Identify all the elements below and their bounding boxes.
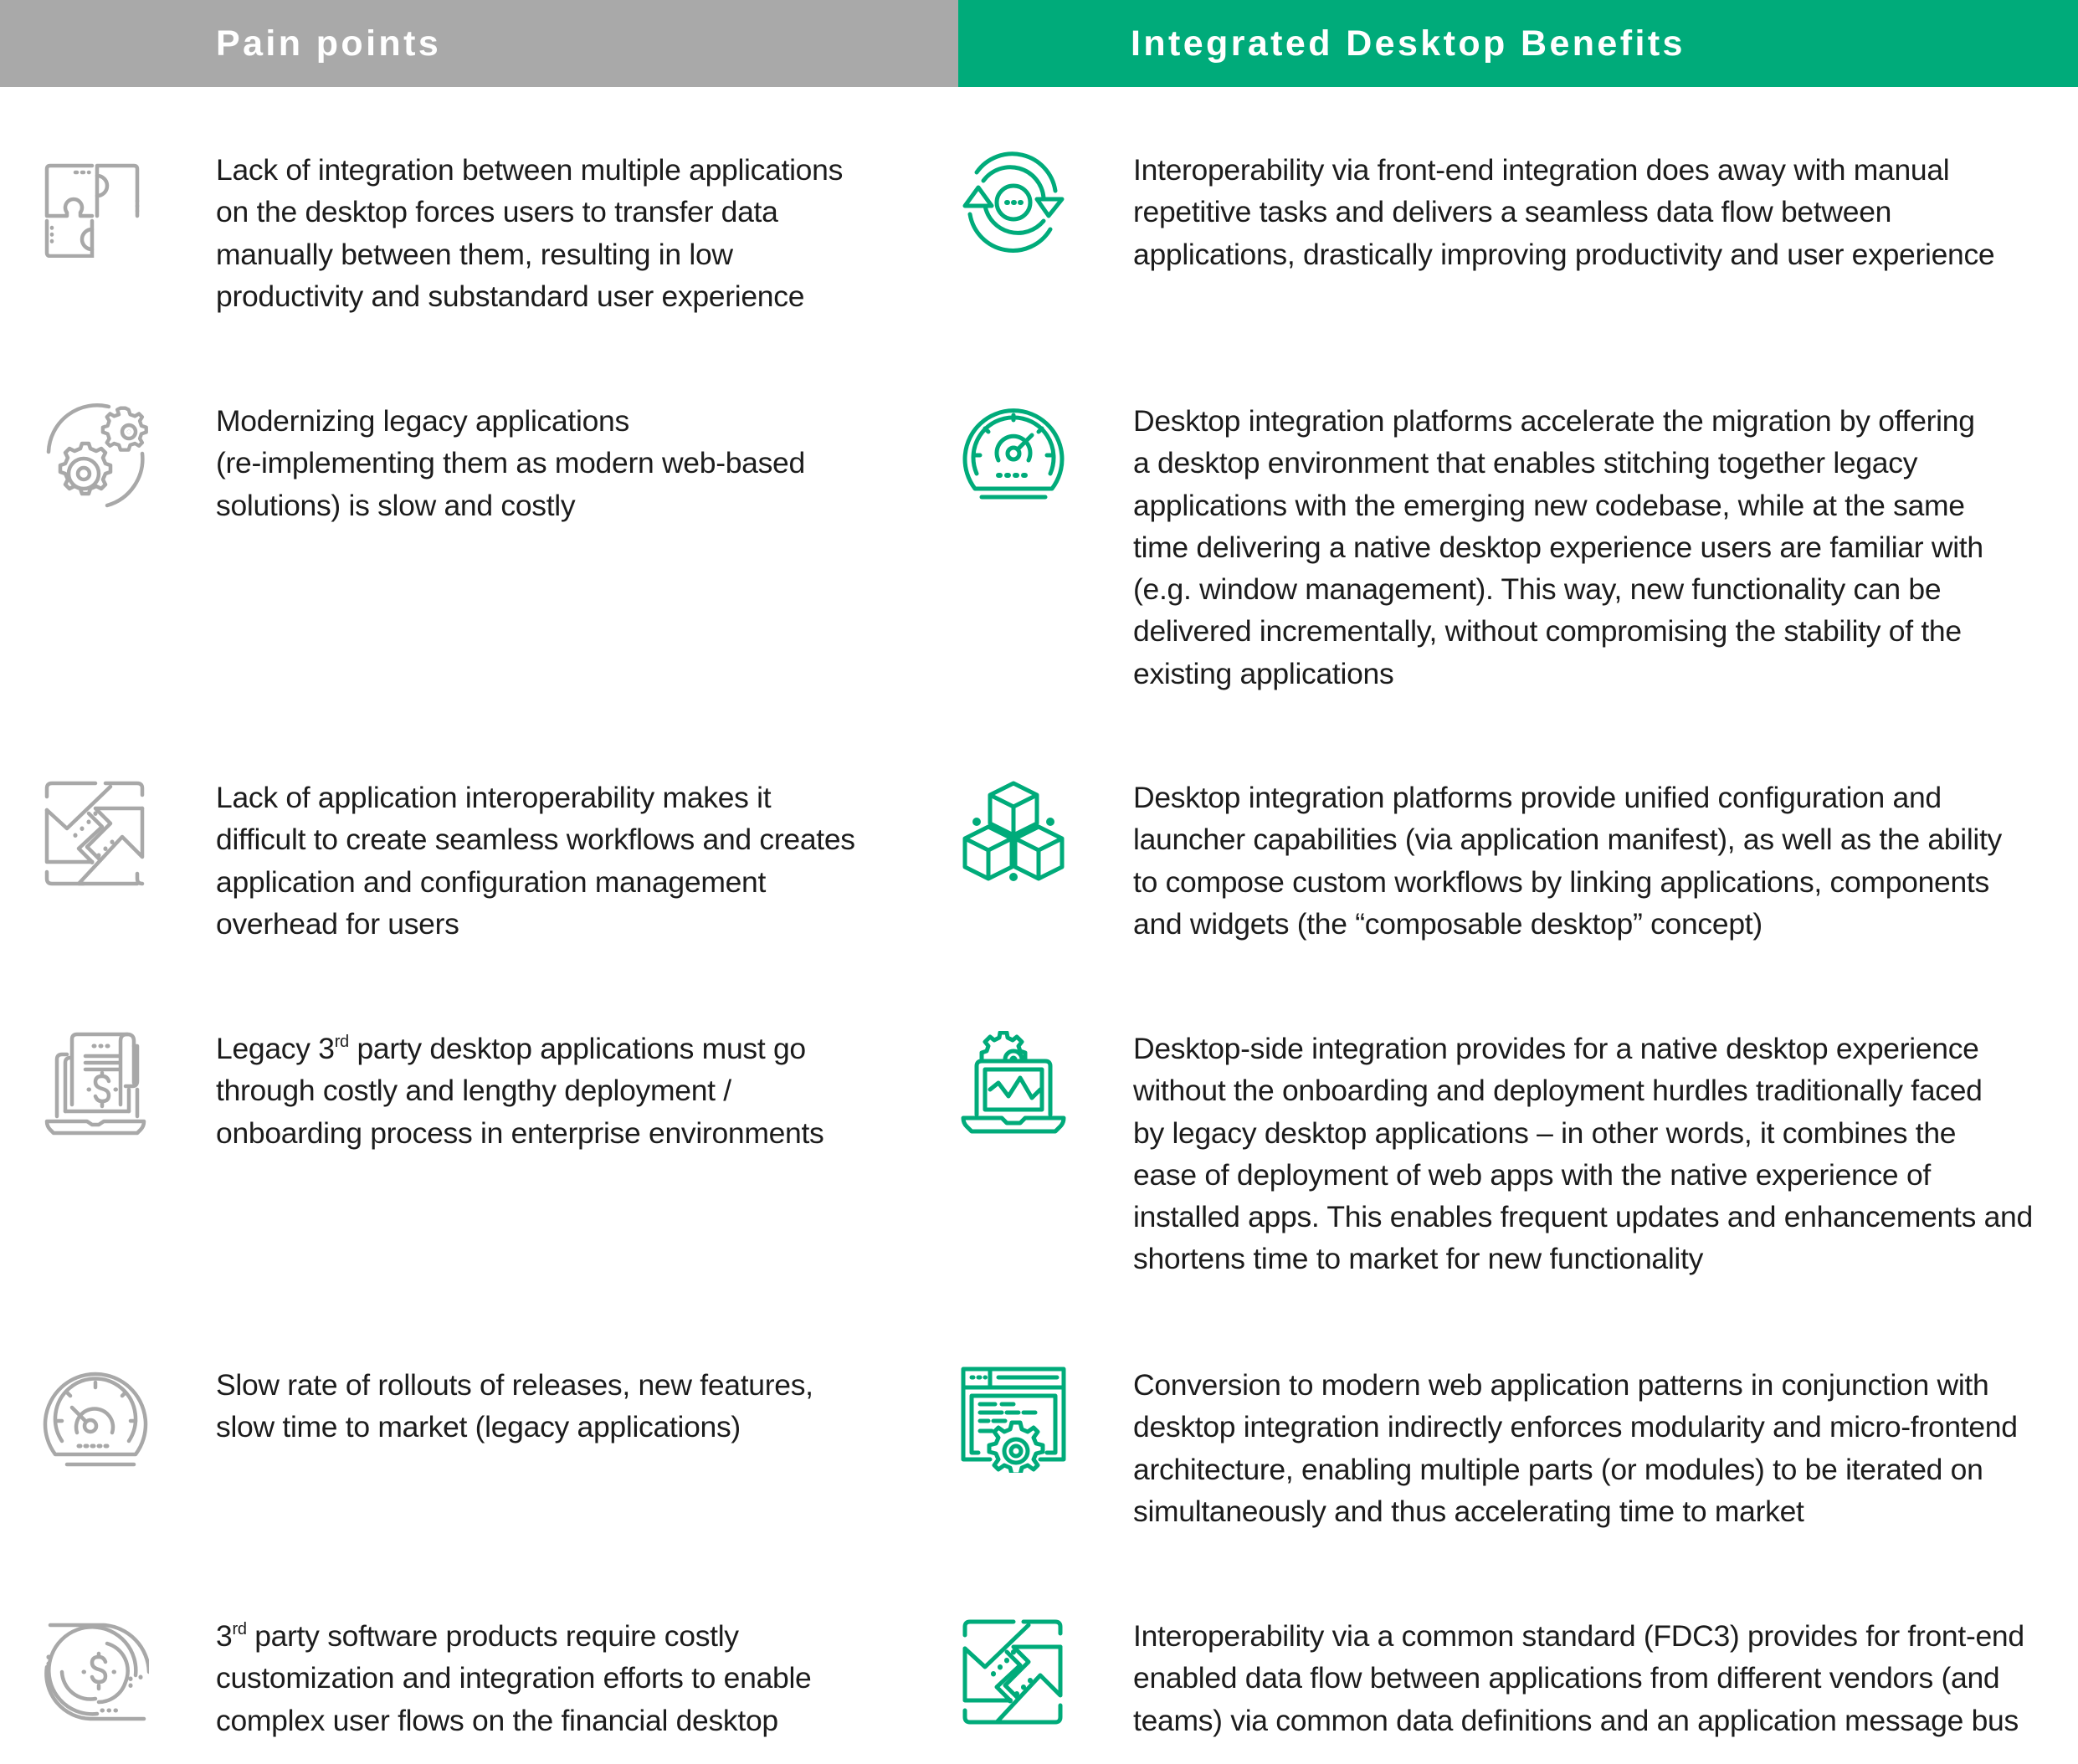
browser-gear-icon <box>960 1366 1067 1473</box>
pain-point-text-2: Modernizing legacy applications (re-implementing them as modern web-based solutions) is slow and costly <box>216 404 805 522</box>
benefit-text-6: Interoperability via a common standard (FDC3) provides for front-end enabled data flow between applications from different vendors (and teams) via common data definitions and an application message bus <box>1133 1619 2024 1737</box>
benefit-text-3: Desktop integration platforms provide unified configuration and launcher capabilities (via application manifest), as well as the ability to compose custom workflows by linking applications, components and widgets (the “composable desktop” concept) <box>1133 781 2003 941</box>
dollar-coin-icon <box>42 1620 149 1727</box>
laptop-invoice-icon <box>42 1031 149 1138</box>
speedometer-icon <box>960 402 1067 509</box>
laptop-gear-icon <box>960 1031 1067 1138</box>
sync-cycle-icon <box>960 149 1067 256</box>
benefit-text-1: Interoperability via front-end integration does away with manual repetitive tasks and delivers a seamless data flow between applications, drastically improving productivity and user experience <box>1133 153 1995 271</box>
cubes-icon <box>960 780 1067 887</box>
pain-point-text-6: 3rd party software products require costly customization and integration efforts to enable complex user flows on the financial desktop <box>216 1619 812 1737</box>
benefit-text-4: Desktop-side integration provides for a native desktop experience without the onboarding and deployment hurdles traditionally faced by legacy desktop applications – in other words, it combines the ease of deployment of web apps with the native experience of installed apps. This enables frequent updates and enhancements and shortens time to market for new functionality <box>1133 1032 2033 1276</box>
pain-point-text-5: Slow rate of rollouts of releases, new features, slow time to market (legacy applications) <box>216 1368 813 1444</box>
benefit-text-2: Desktop integration platforms accelerate the migration by offering a desktop environment that enables stitching together legacy applications with the emerging new codebase, while at the same time delivering a native desktop experience users are familiar with (e.g. window management). This way, new functionality can be delivered incrementally, without compromising the stability of the existing applications <box>1133 404 1983 690</box>
benefits-title: Integrated Desktop Benefits <box>1131 23 1685 64</box>
benefit-text-5: Conversion to modern web application patterns in conjunction with desktop integration indirectly enforces modularity and micro-frontend architecture, enabling multiple parts (or modules) to be iterated on simultaneously and thus accelerating time to market <box>1133 1368 2018 1528</box>
exchange-arrows-icon <box>42 780 149 887</box>
pain-point-text-1: Lack of integration between multiple applications on the desktop forces users to transfer data manually between them, resulting in low productivity and substandard user experience <box>216 153 844 313</box>
pain-point-text-3: Lack of application interoperability makes it difficult to create seamless workflows and creates application and configuration management overhead for users <box>216 781 855 941</box>
exchange-arrows-icon <box>960 1618 1067 1726</box>
pain-point-text-4: Legacy 3rd party desktop applications must go through costly and lengthy deployment / onboarding process in enterprise environments <box>216 1032 824 1150</box>
pain-points-header <box>0 0 958 87</box>
benefits-header <box>958 0 2078 87</box>
puzzle-icon <box>42 151 149 258</box>
gears-icon <box>42 402 149 509</box>
speedometer-slow-icon <box>42 1366 149 1473</box>
pain-points-title: Pain points <box>216 23 442 64</box>
